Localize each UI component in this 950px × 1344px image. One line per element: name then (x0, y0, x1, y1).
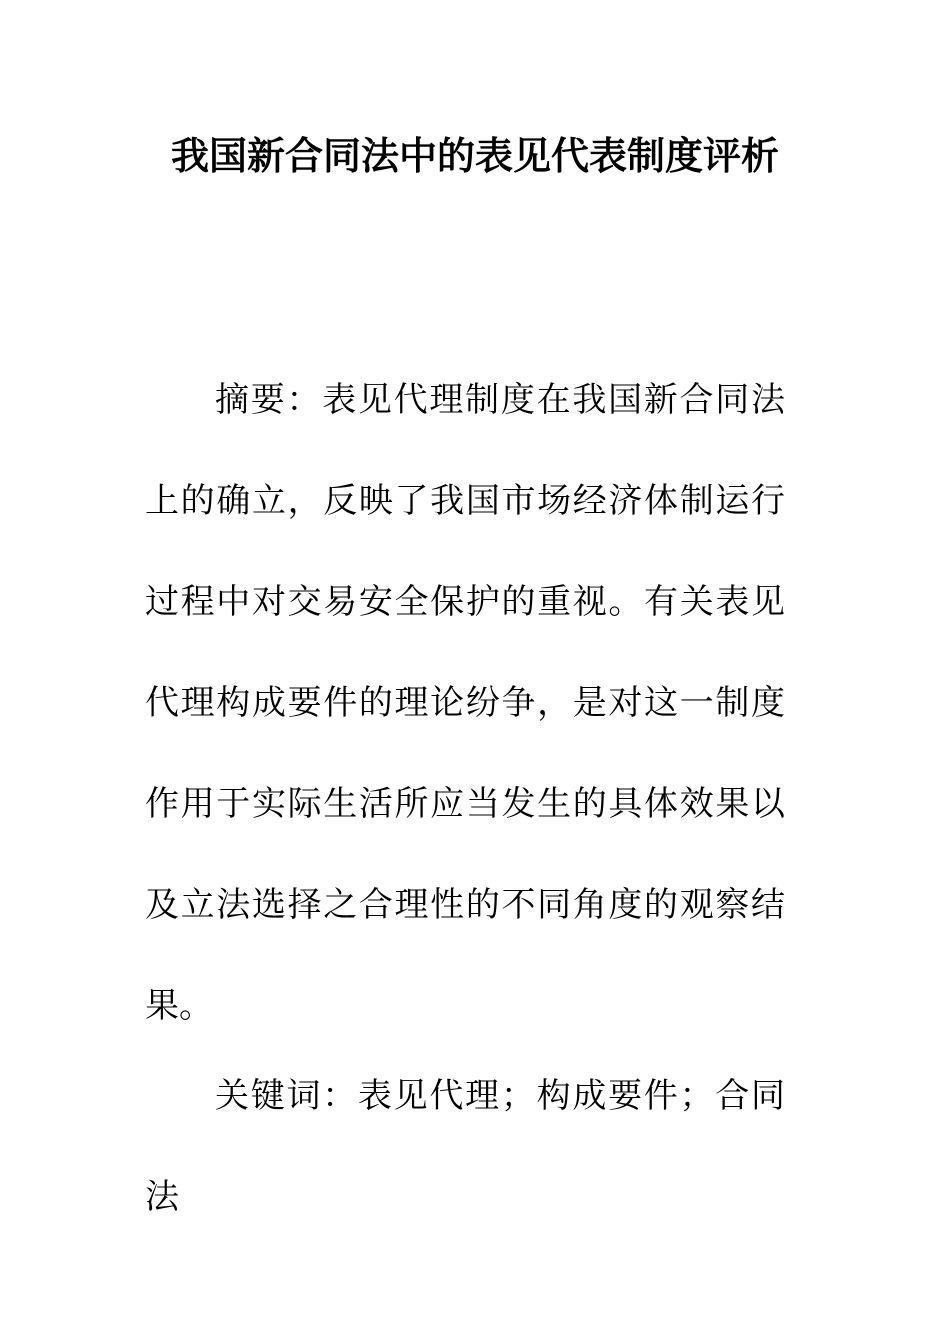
document-title: 我国新合同法中的表见代表制度评析 (170, 134, 779, 178)
keywords-paragraph: 关键词：表见代理；构成要件；合同法 (145, 1076, 785, 1217)
abstract-paragraph: 摘要：表见代理制度在我国新合同法上的确立，反映了我国市场经济体制运行过程中对交易安全保护的重视。有关表见代理构成要件的理论纷争，是对这一制度作用于实际生活所应当发生的具体效果以及立法选择之合理性的不同角度的观察结果。 (145, 380, 785, 1026)
